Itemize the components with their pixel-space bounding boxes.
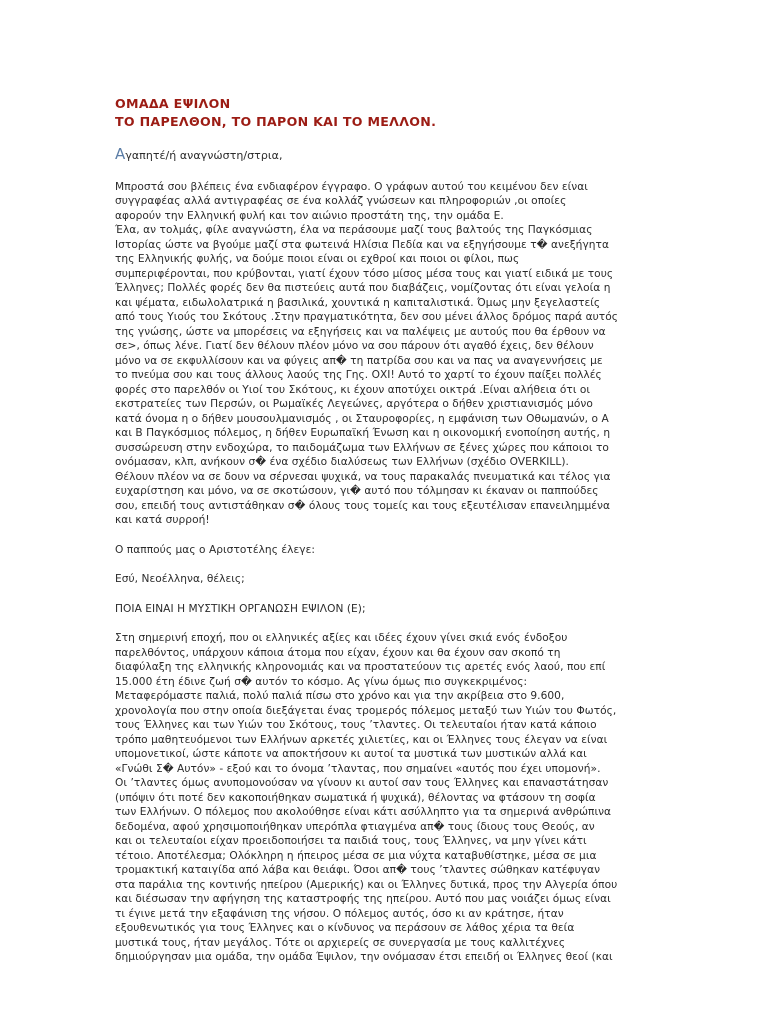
text-line: σου, επειδή τους αντιστάθηκαν σ� όλους τους τομείς και τους εξευτέλισαν επανειλημμένα	[115, 499, 611, 512]
text-line: τρομακτική καταιγίδα από λάβα και θειάφι. Όσοι απ� τους ’τλαντες σώθηκαν κατέφυγαν	[115, 864, 601, 876]
text-line: δημιούργησαν μια ομάδα, την ομάδα Έψιλον, την ονόμασαν έτσι επειδή οι Έλληνες θεοί (και	[115, 951, 613, 963]
text-line: αφορούν την Ελληνική φυλή και τον αιώνιο προστάτη της, την ομάδα Ε.	[115, 209, 504, 222]
greeting-text: γαπητέ/ή αναγνώστη/στρια,	[125, 149, 283, 162]
text-line: μόνο να σε εκφυλλίσουν και να φύγεις απ� τη πατρίδα σου και να πας να αναγεννήσεις με	[115, 354, 603, 367]
greeting-initial: Α	[115, 145, 126, 163]
title-line-2: ΤΟ ΠΑΡΕΛΘΟΝ, ΤΟ ΠΑΡΟΝ ΚΑΙ ΤΟ ΜΕΛΛΟΝ.	[115, 114, 437, 129]
text-line: τι έγινε μετά την εξαφάνιση της νήσου. Ο πόλεμος αυτός, όσο κι αν κράτησε, ήταν	[115, 907, 564, 920]
title-line-1: ΟΜΑΔΑ ΕΨΙΛΟΝ	[115, 96, 231, 111]
text-line: (υπόψιν ότι ποτέ δεν κακοποιήθηκαν σωματικά ή ψυχικά), θέλοντας να φτάσουν τη σοφία	[115, 791, 596, 804]
aristotle-line: Ο παππούς μας ο Αριστοτέλης έλεγε:	[115, 543, 315, 556]
text-line: Θέλουν πλέον να σε δουν να σέρνεσαι ψυχικά, να τους παρακαλάς πνευματικά και τέλος για	[115, 470, 611, 483]
intro-paragraph	[115, 180, 660, 528]
greeting	[115, 147, 660, 164]
text-line: «Γνώθι Σ� Αυτόν» - εξού και το όνομα ’τλαντας, που σημαίνει «αυτός που έχει υπομονή».	[115, 762, 601, 775]
document-title	[115, 95, 660, 131]
text-line: δεδομένα, αφού χρησιμοποιήθηκαν υπερόπλα φτιαγμένα απ� τους ίδιους τους Θεούς, αν	[115, 820, 595, 833]
text-line: συμπεριφέρονται, που κρύβονται, γιατί έχουν τόσο μίσος μέσα τους και γιατί ειδικά με τους	[115, 267, 614, 280]
text-line: διαφύλαξη της ελληνικής κληρονομιάς και να προστατεύουν τις αρετές ενός λαού, που επί	[115, 661, 606, 673]
document-page	[115, 95, 660, 965]
text-line: Μεταφερόμαστε παλιά, πολύ παλιά πίσω στο χρόνο και για την ακρίβεια στο 9.600,	[115, 690, 565, 702]
question-line: ΠΟΙΑ ΕΙΝΑΙ Η ΜΥΣΤΙΚΗ ΟΡΓΑΝΩΣΗ ΕΨΙΛΟΝ (Ε);	[115, 602, 366, 615]
text-line: και ψέματα, ειδωλολατρικά η βασιλικά, χουντικά η καπιταλιστικά. Όμως μην ξεγελαστείς	[115, 296, 601, 309]
text-line: Οι ’τλαντες όμως ανυπομονούσαν να γίνουν κι αυτοί σαν τους Έλληνες και επαναστάτησαν	[115, 777, 609, 789]
text-line: χρονολογία που στην οποία διεξάγεται ένας τρομερός πόλεμος μεταξύ των Υιών του Φωτός,	[115, 704, 617, 717]
text-line: Έλληνες; Πολλές φορές δεν θα πιστεύεις αυτά που διαβάζεις, νομίζοντας ότι είναι γελοία η	[115, 282, 611, 294]
text-line: μυστικά τους, ήταν μεγάλος. Τότε οι αρχιερείς σε συνεργασία με τους καλλιτέχνες	[115, 936, 566, 949]
text-line: σε>, όπως λένε. Γιατί δεν θέλουν πλέον μόνο να σου πάρουν ότι αγαθό έχεις, δεν θέλουν	[115, 340, 594, 352]
body-paragraph	[115, 631, 660, 965]
text-line: παρελθόντος, υπάρχουν κάποια άτομα που είχαν, έχουν και θα έχουν σαν σκοπό τη	[115, 646, 561, 659]
section-heading	[115, 602, 660, 617]
text-line: ευχαρίστηση και μόνο, να σε σκοτώσουν, γι� αυτό που τόλμησαν κι έκαναν οι παππούδες	[115, 485, 599, 497]
text-line: Έλα, αν τολμάς, φίλε αναγνώστη, έλα να περάσουμε μαζί τους βαλτούς της Παγκόσμιας	[115, 224, 593, 236]
aristotle-paragraph	[115, 543, 660, 558]
quote-line: Εσύ, Νεοέλληνα, θέλεις;	[115, 573, 245, 585]
text-line: Ιστορίας ώστε να βγούμε μαζί στα φωτεινά Ηλίσια Πεδία και να εξηγήσουμε τ� ανεξήγητα	[115, 238, 609, 251]
text-line: κατά όνομα η ο δήθεν μουσουλμανισμός , οι Σταυροφορίες, η εμφάνιση των Οθωμανών, ο Α	[115, 412, 609, 425]
text-line: τρόπο μαθητευόμενοι των Ελλήνων αρκετές χιλιετίες, και οι Έλληνες τους έλεγαν να είναι	[115, 733, 608, 746]
text-line: των Ελλήνων. Ο πόλεμος που ακολούθησε είναι κάτι ασύλληπτο για τα σημερινά ανθρώπινα	[115, 806, 612, 818]
quote-paragraph	[115, 572, 660, 587]
text-line: συγγραφέας αλλά αντιγραφέας σε ένα κολλάζ γνώσεων και πληροφοριών ,οι οποίες	[115, 195, 567, 207]
text-line: συσσώρευση στην ενδοχώρα, το παιδομάζωμα των Ελλήνων σε ξένες χώρες που κάποιοι το	[115, 441, 609, 454]
text-line: ονόμασαν, κλπ, ανήκουν σ� ένα σχέδιο διαλύσεως των Ελλήνων (σχέδιο OVERKILL).	[115, 456, 569, 468]
text-line: τους Έλληνες και των Υιών του Σκότους, τους ’τλαντες. Οι τελευταίοι ήταν κατά κάποιο	[115, 719, 597, 731]
text-line: και οι τελευταίοι είχαν προειδοποιήσει τα παιδιά τους, τους Έλληνες, να μην γίνει κάτι	[115, 835, 587, 847]
text-line: από τους Υιούς του Σκότους .Στην πραγματικότητα, δεν σου μένει άλλος δρόμος παρά αυτός	[115, 311, 619, 323]
text-line: και κατά συρροή!	[115, 514, 210, 526]
text-line: και Β Παγκόσμιος πόλεμος, η δήθεν Ευρωπαϊκή Ένωση και η οικονομική ενοποίηση αυτής, η	[115, 427, 611, 439]
text-line: στα παράλια της κοντινής ηπείρου (Αμερικής) και οι Έλληνες δυτικά, προς την Αλγερία όπου	[115, 878, 618, 891]
text-line: Στη σημερινή εποχή, που οι ελληνικές αξίες και ιδέες έχουν γίνει σκιά ενός ένδοξου	[115, 632, 568, 644]
text-line: εκστρατείες των Περσών, οι Ρωμαϊκές Λεγεώνες, αργότερα ο δήθεν χριστιανισμός μόνο	[115, 398, 593, 410]
text-line: Μπροστά σου βλέπεις ένα ενδιαφέρον έγγραφο. Ο γράφων αυτού του κειμένου δεν είναι	[115, 180, 588, 193]
text-line: το πνεύμα σου και τους άλλους λαούς της Γης. ΟΧΙ! Αυτό το χαρτί το έχουν παίξει πολλές	[115, 369, 602, 381]
text-line: τέτοιο. Αποτέλεσμα; Ολόκληρη η ήπειρος μέσα σε μια νύχτα καταβυθίστηκε, μέσα σε μια	[115, 849, 597, 862]
text-line: φορές στο παρελθόν οι Υιοί του Σκότους, κι έχουν αποτύχει οικτρά .Είναι αλήθεια ότι οι	[115, 383, 591, 396]
text-line: της Ελληνικής φυλής, να δούμε ποιοι είναι οι εχθροί και ποιοι οι φίλοι, πως	[115, 253, 520, 265]
text-line: της γνώσης, ώστε να μπορέσεις να εξηγήσεις και να παλέψεις με αυτούς που θα έρθουν να	[115, 325, 606, 338]
text-line: εξουθενωτικός για τους Έλληνες και ο κίνδυνος να περάσουν σε λάθος χέρια τα θεία	[115, 922, 575, 934]
text-line: και διέσωσαν την αφήγηση της καταστροφής της ηπείρου. Αυτό που μας νοιάζει όμως είναι	[115, 893, 611, 905]
text-line: 15.000 έτη έδινε ζωή σ� αυτόν το κόσμο. Ας γίνω όμως πιο συγκεκριμένος:	[115, 675, 528, 688]
text-line: υπομονετικοί, ώστε κάποτε να αποκτήσουν κι αυτοί τα μυστικά των μυστικών αλλά και	[115, 748, 587, 760]
